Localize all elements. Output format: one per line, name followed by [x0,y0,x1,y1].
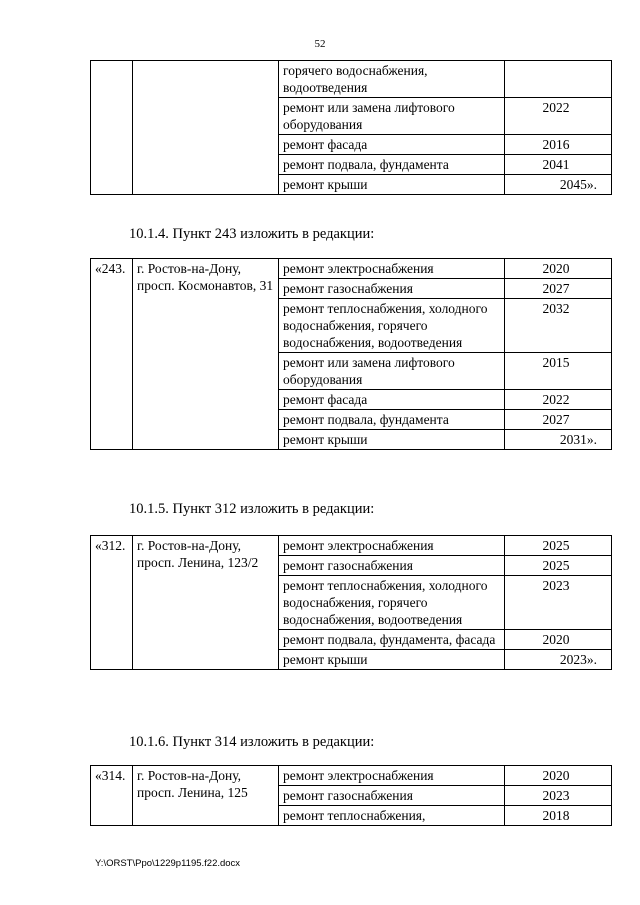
work-cell: ремонт крыши [279,650,505,670]
address-cell: г. Ростов-на-Дону, просп. Ленина, 125 [133,766,279,826]
address-cell [133,61,279,195]
year-cell: 2025 [505,536,612,556]
year-cell: 2023 [505,576,612,630]
address-cell: г. Ростов-на-Дону, просп. Ленина, 123/2 [133,536,279,670]
year-cell: 2023». [505,650,612,670]
table-row [91,259,612,279]
work-cell: ремонт подвала, фундамента [279,410,505,430]
page-number: 52 [314,38,326,50]
year-cell: 2020 [505,259,612,279]
year-cell: 2027 [505,279,612,299]
table-item-312 [90,535,612,670]
section-heading-243: 10.1.4. Пункт 243 изложить в редакции: [129,226,375,242]
work-cell: ремонт электроснабжения [279,766,505,786]
footer-file-path: Y:\ORST\Ppo\1229p1195.f22.docx [95,858,241,869]
work-cell: ремонт фасада [279,135,505,155]
work-cell: ремонт крыши [279,430,505,450]
table-row [91,61,612,98]
work-cell: ремонт электроснабжения [279,536,505,556]
section-heading-312: 10.1.5. Пункт 312 изложить в редакции: [129,501,375,517]
work-cell: ремонт газоснабжения [279,556,505,576]
address-cell: г. Ростов-на-Дону, просп. Космонавтов, 31 [133,259,279,450]
year-cell: 2022 [505,390,612,410]
work-cell: ремонт крыши [279,175,505,195]
year-cell: 2023 [505,786,612,806]
work-cell: ремонт фасада [279,390,505,410]
year-cell: 2018 [505,806,612,826]
section-heading-314: 10.1.6. Пункт 314 изложить в редакции: [129,734,375,750]
year-cell: 2031». [505,430,612,450]
work-cell: ремонт теплоснабжения, холодного водоснабжения, горячего водоснабжения, водоотведения [279,299,505,353]
number-cell: «312. [91,536,133,670]
work-cell: ремонт или замена лифтового оборудования [279,353,505,390]
work-cell: ремонт электроснабжения [279,259,505,279]
work-cell: ремонт теплоснабжения, [279,806,505,826]
table-row [91,766,612,786]
work-cell: горячего водоснабжения, водоотведения [279,61,505,98]
year-cell: 2027 [505,410,612,430]
work-cell: ремонт подвала, фундамента, фасада [279,630,505,650]
table-continuation [90,60,612,195]
work-cell: ремонт подвала, фундамента [279,155,505,175]
year-cell: 2020 [505,630,612,650]
year-cell [505,61,612,98]
year-cell: 2022 [505,98,612,135]
work-cell: ремонт газоснабжения [279,786,505,806]
number-cell: «314. [91,766,133,826]
table-item-314 [90,765,612,826]
year-cell: 2032 [505,299,612,353]
year-cell: 2041 [505,155,612,175]
year-cell: 2016 [505,135,612,155]
number-cell: «243. [91,259,133,450]
year-cell: 2020 [505,766,612,786]
work-cell: ремонт теплоснабжения, холодного водоснабжения, горячего водоснабжения, водоотведения [279,576,505,630]
year-cell: 2025 [505,556,612,576]
number-cell [91,61,133,195]
work-cell: ремонт или замена лифтового оборудования [279,98,505,135]
year-cell: 2015 [505,353,612,390]
work-cell: ремонт газоснабжения [279,279,505,299]
table-row [91,536,612,556]
year-cell: 2045». [505,175,612,195]
table-item-243 [90,258,612,450]
